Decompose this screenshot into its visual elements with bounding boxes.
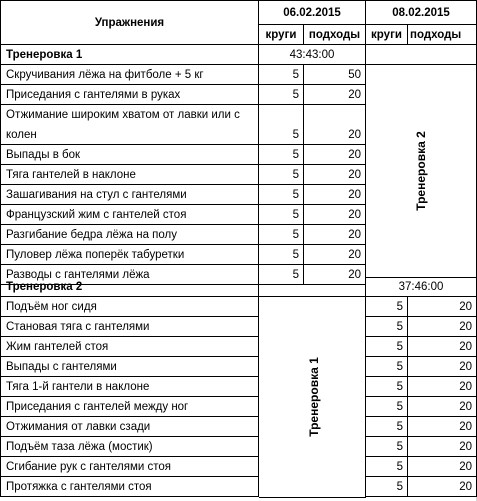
sets-cell[interactable]: 20: [304, 265, 366, 285]
workout2-merged-label: Тренеровка 1: [307, 357, 321, 437]
exercise-name[interactable]: Приседания с гантелями в руках: [0, 85, 259, 105]
exercise-name[interactable]: Разводы с гантелями лёжа: [0, 265, 259, 285]
sets-cell[interactable]: 20: [408, 477, 477, 497]
rounds-cell[interactable]: 5: [366, 397, 408, 417]
header-rounds-1[interactable]: круги: [259, 25, 304, 45]
rounds-cell[interactable]: 5: [259, 85, 304, 105]
sets-cell[interactable]: 20: [408, 297, 477, 317]
header-sets-2[interactable]: подходы: [408, 25, 477, 45]
exercise-name[interactable]: Отжимания от лавки сзади: [0, 417, 259, 437]
rounds-cell[interactable]: 5: [259, 225, 304, 245]
exercise-name[interactable]: Подъём ног сидя: [0, 297, 259, 317]
header-sets-1[interactable]: подходы: [304, 25, 366, 45]
exercise-name[interactable]: Подъём таза лёжа (мостик): [0, 437, 259, 457]
rounds-cell[interactable]: 5: [366, 317, 408, 337]
sets-cell[interactable]: 20: [408, 337, 477, 357]
exercise-name[interactable]: Скручивания лёжа на фитболе + 5 кг: [0, 65, 259, 85]
workout2-title[interactable]: Тренеровка 2: [0, 278, 259, 297]
sets-cell[interactable]: 20: [408, 397, 477, 417]
rounds-cell[interactable]: 5: [259, 245, 304, 265]
exercise-name[interactable]: Французский жим с гантелей стоя: [0, 205, 259, 225]
exercise-name[interactable]: Разгибание бедра лёжа на полу: [0, 225, 259, 245]
rounds-cell[interactable]: 5: [366, 477, 408, 497]
exercise-name-line: колен: [6, 129, 37, 141]
header-exercises[interactable]: Упражнения: [0, 0, 259, 45]
sets-cell[interactable]: 20: [304, 225, 366, 245]
header-date-1[interactable]: 06.02.2015: [259, 0, 366, 25]
workout1-empty-cell[interactable]: [366, 45, 477, 65]
rounds-cell[interactable]: 5: [366, 457, 408, 477]
rounds-cell[interactable]: 5: [259, 145, 304, 165]
rounds-cell[interactable]: 5: [259, 65, 304, 85]
rounds-cell[interactable]: 5: [366, 377, 408, 397]
rounds-cell[interactable]: 5: [259, 265, 304, 285]
workout2-time[interactable]: 37:46:00: [366, 278, 477, 297]
exercise-name[interactable]: Становая тяга с гантелями: [0, 317, 259, 337]
rounds-cell[interactable]: 5: [366, 417, 408, 437]
sets-cell[interactable]: 20: [408, 377, 477, 397]
exercise-name[interactable]: Сгибание рук с гантелями стоя: [0, 457, 259, 477]
exercise-name[interactable]: Выпады в бок: [0, 145, 259, 165]
exercise-name-line: Отжимание широким хватом от лавки или с: [6, 109, 240, 121]
sets-cell[interactable]: 20: [304, 105, 366, 145]
sets-cell[interactable]: 20: [408, 317, 477, 337]
rounds-cell[interactable]: 5: [259, 185, 304, 205]
exercise-name[interactable]: Протяжка с гантелями стоя: [0, 477, 259, 497]
rounds-cell[interactable]: 5: [366, 437, 408, 457]
sets-cell[interactable]: 20: [304, 85, 366, 105]
sets-cell[interactable]: 50: [304, 65, 366, 85]
workout1-time[interactable]: 43:43:00: [259, 45, 366, 65]
workout1-merged-label: Тренеровка 2: [414, 131, 428, 211]
header-date-2[interactable]: 08.02.2015: [366, 0, 477, 25]
exercise-name[interactable]: Тяга гантелей в наклоне: [0, 165, 259, 185]
sets-cell[interactable]: 20: [304, 245, 366, 265]
exercise-name[interactable]: Пуловер лёжа поперёк табуретки: [0, 245, 259, 265]
rounds-cell[interactable]: 5: [366, 337, 408, 357]
exercise-name[interactable]: Зашагивания на стул с гантелями: [0, 185, 259, 205]
exercise-name[interactable]: Приседания с гантелей между ног: [0, 397, 259, 417]
sets-cell[interactable]: 20: [304, 185, 366, 205]
exercise-name[interactable]: Жим гантелей стоя: [0, 337, 259, 357]
workout2-empty-cell[interactable]: [259, 278, 366, 297]
sets-cell[interactable]: 20: [408, 457, 477, 477]
rounds-cell[interactable]: 5: [259, 105, 304, 145]
sets-cell[interactable]: 20: [408, 357, 477, 377]
rounds-cell[interactable]: 5: [366, 297, 408, 317]
exercise-name[interactable]: Выпады с гантелями: [0, 357, 259, 377]
sets-cell[interactable]: 20: [304, 205, 366, 225]
sets-cell[interactable]: 20: [304, 165, 366, 185]
rounds-cell[interactable]: 5: [366, 357, 408, 377]
exercise-name[interactable]: Тяга 1-й гантели в наклоне: [0, 377, 259, 397]
rounds-cell[interactable]: 5: [259, 165, 304, 185]
sets-cell[interactable]: 20: [304, 145, 366, 165]
sets-cell[interactable]: 20: [408, 417, 477, 437]
exercise-name[interactable]: [0, 105, 259, 145]
header-rounds-2[interactable]: круги: [366, 25, 408, 45]
sets-cell[interactable]: 20: [408, 437, 477, 457]
rounds-cell[interactable]: 5: [259, 205, 304, 225]
workout1-title[interactable]: Тренеровка 1: [0, 45, 259, 65]
